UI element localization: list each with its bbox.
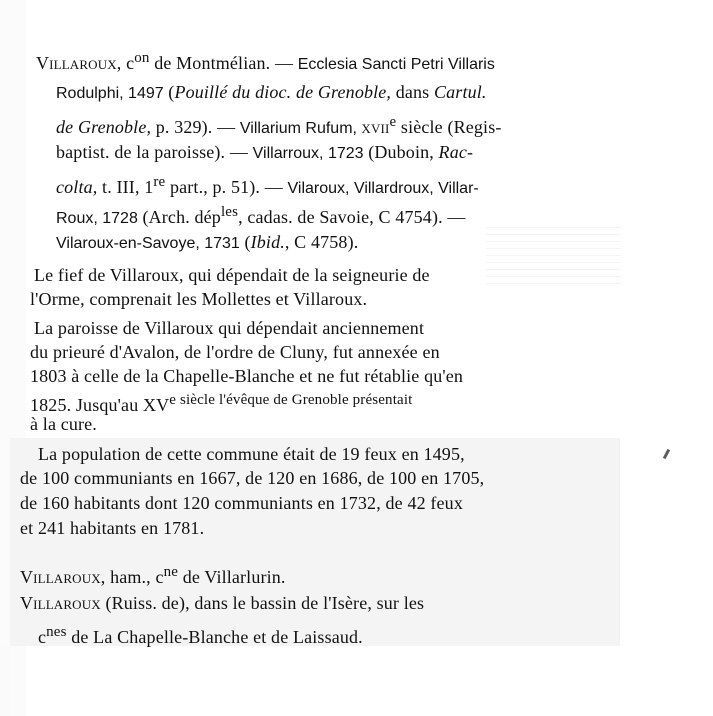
entry-text: (: [163, 82, 175, 102]
latin-name: Ecclesia Sancti Petri Villaris: [297, 56, 495, 73]
latin-name: Vilaroux-en-Savoye, 1731: [56, 235, 240, 252]
short-entry-1: [20, 562, 286, 587]
italic-source: colta,: [56, 177, 98, 197]
latin-name: Rodulphi, 1497: [56, 85, 164, 102]
italic-source: de Grenoble,: [56, 117, 152, 137]
paragraph-1-line-1: Le fief de Villaroux, qui dépendait de la seigneurie de: [34, 265, 430, 285]
entry-line-6: [56, 202, 466, 229]
entry-line-7: [56, 232, 358, 254]
paragraph-text: 1825. Jusqu'au XV: [30, 395, 170, 415]
entry-line-4: [56, 142, 473, 164]
latin-name: Villarium Rufum,: [239, 120, 362, 137]
entry-text: (: [239, 232, 251, 252]
entry-text: siècle (Regis-: [396, 117, 502, 137]
italic-source: Ibid.: [250, 232, 285, 252]
entry-head: Villaroux: [20, 567, 101, 587]
italic-source: Pouillé du dioc. de Grenoble,: [174, 82, 392, 102]
population-line-2: de 100 communiants en 1667, de 120 en 1686, de 100 en 1705,: [20, 468, 485, 488]
latin-name: Villarroux, 1723: [252, 145, 364, 162]
entry-text: p. 329). —: [151, 117, 240, 137]
population-line-3: de 160 habitants dont 120 communiants en 1732, de 42 feux: [20, 493, 463, 513]
population-line-1: La population de cette commune était de 19 feux en 1495,: [38, 444, 465, 464]
entry-text: t. III, 1: [97, 177, 154, 197]
entry-head: Villaroux: [20, 593, 101, 613]
italic-source: Rac-: [438, 142, 474, 162]
superscript-fragment: e siècle l'évêque de Grenoble présentait: [169, 392, 413, 408]
superscript: ne: [163, 564, 179, 580]
entry-text: de Villarlurin.: [178, 567, 286, 587]
entry-line-5: [56, 172, 479, 199]
entry-text: de Montmélian. —: [149, 53, 298, 73]
italic-source: Cartul.: [433, 82, 487, 102]
entry-text: (Duboin,: [363, 142, 439, 162]
entry-text: c: [38, 627, 47, 647]
entry-text: baptist. de la paroisse). —: [56, 142, 253, 162]
entry-text: de La Chapelle-Blanche et de Laissaud.: [66, 627, 363, 647]
paragraph-2-line-5: à la cure.: [30, 414, 97, 434]
paragraph-2-line-4: [30, 390, 412, 415]
entry-line-1: [36, 48, 495, 75]
superscript: e: [389, 114, 397, 130]
superscript: re: [153, 174, 166, 190]
short-entry-2-line-2: [38, 622, 363, 647]
entry-line-3: [56, 112, 502, 139]
entry-text: part., p. 51). —: [165, 177, 288, 197]
superscript: on: [134, 50, 150, 66]
paragraph-2-line-3: 1803 à celle de la Chapelle-Blanche et ne fut rétablie qu'en: [30, 366, 464, 386]
entry-text: , C 4758).: [284, 232, 359, 252]
superscript: nes: [46, 624, 67, 640]
latin-name: Vilaroux, Villardroux, Villar-: [287, 180, 479, 197]
paragraph-2-line-1: La paroisse de Villaroux qui dépendait anciennement: [34, 318, 425, 338]
short-entry-2-line-1: [20, 593, 424, 613]
superscript: les: [220, 204, 239, 220]
entry-text: (Arch. dép: [137, 207, 221, 227]
scan-bottom-edge: [0, 646, 10, 716]
entry-head: Villaroux: [36, 53, 117, 73]
entry-text: (Ruiss. de), dans le bassin de l'Isère, sur les: [100, 593, 425, 613]
bleed-through-texture: [486, 222, 621, 284]
paragraph-2-line-2: du prieuré d'Avalon, de l'ordre de Cluny, fut annexée en: [30, 342, 440, 362]
population-line-4: et 241 habitants en 1781.: [20, 518, 205, 538]
entry-text: , ham., c: [100, 567, 164, 587]
entry-text: dans: [391, 82, 434, 102]
latin-name: Roux, 1728: [56, 210, 138, 227]
entry-line-2: [56, 82, 487, 104]
paragraph-1-line-2: l'Orme, comprenait les Mollettes et Villaroux.: [30, 289, 368, 309]
stray-pen-mark: [663, 449, 670, 459]
entry-text: , c: [116, 53, 135, 73]
entry-text: , cadas. de Savoie, C 4754). —: [238, 207, 466, 227]
century-label: xvii: [361, 117, 390, 137]
